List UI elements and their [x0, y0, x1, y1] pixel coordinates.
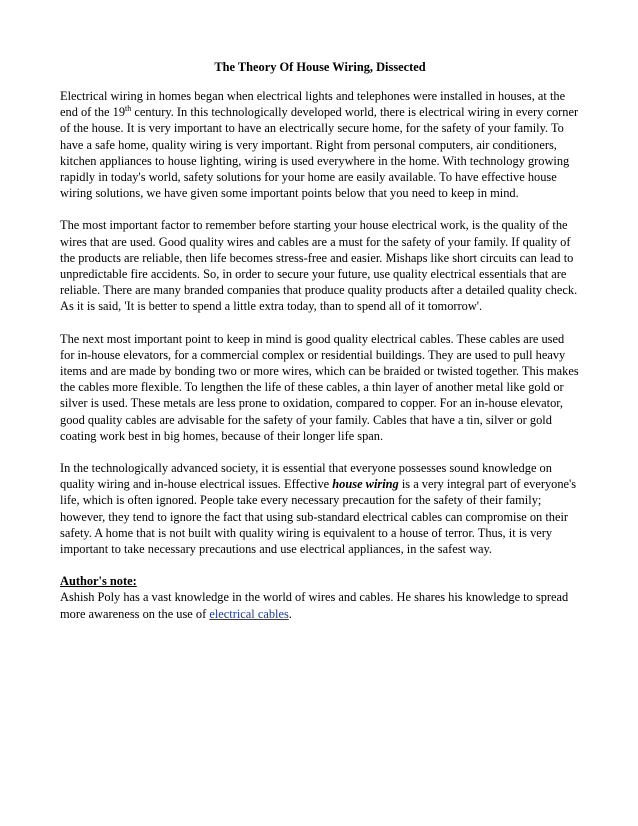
superscript-th: th [125, 104, 132, 114]
document-body [60, 59, 580, 622]
paragraph-electrical-cables: The next most important point to keep in mind is good quality electrical cables. These cables are used for in-house elevators, for a commercial complex or residential buildings. They are used to pull heavy items and are made by bonding two or more wires, which can be braided or twisted together. This makes the cables more flexible. To lengthen the life of these cables, a thin layer of another metal like gold or silver is used. These metals are less prone to oxidation, compared to copper. For an in-house elevator, good quality cables are advisable for the safety of your family. Cables that have a tin, silver or gold coating work best in big homes, because of their longer life span. [60, 331, 579, 443]
author-note-body [60, 589, 580, 621]
author-note-heading: Author's note: [60, 574, 137, 589]
paragraph-safety-text-start: In the technologically advanced society, it is essential that everyone possesses sound knowledge on quality wiring and in-house electrical issues. Effective [60, 461, 552, 492]
author-note-text: Ashish Poly has a vast knowledge in the world of wires and cables. He shares his knowledge to spread more awareness on the use of [60, 590, 569, 621]
emphasis-house-wiring: house wiring [332, 477, 399, 492]
paragraph-safety-text-end: is a very integral part of everyone's life, which is often ignored. People take every necessary precaution for the safety of their family; however, they tend to ignore the fact that using sub-standard electrical cables can compromise on their safety. A home that is not built with quality wiring is equivalent to a house of terror. Thus, it is very important to take necessary precautions and use electrical appliances, in the safest way. [60, 477, 577, 557]
paragraph-wire-quality: The most important factor to remember before starting your house electrical work, is the quality of the wires that are used. Good quality wires and cables are a must for the safety of your family. If quality of the products are reliable, then life becomes stress-free and easier. Mishaps like short circuits can lead to unpredictable fire accidents. So, in order to secure your future, use quality electrical essentials that are reliable. There are many branded companies that produce quality products after a detailed quality check. As it is said, 'It is better to spend a little extra today, than to spend all of it tomorrow'. [60, 218, 578, 314]
paragraph-intro-text-start: Electrical wiring in homes began when electrical lights and telephones were installed in houses, at the end of the 19 [60, 89, 566, 120]
electrical-cables-link[interactable]: electrical cables [209, 606, 289, 621]
document-title: The Theory Of House Wiring, Dissected [214, 60, 426, 74]
author-note-text-end: . [288, 606, 292, 621]
paragraph-intro-text-end: century. In this technologically developed world, there is electrical wiring in every corner of the house. It is very important to have an electrically secure home, for the safety of your family. To have a safe home, quality wiring is very important. Right from personal computers, air conditioners, kitchen appliances to house lighting, wiring is used everywhere in the home. With technology growing rapidly in today's world, safety solutions for your home are easily available. To have effective house wiring solutions, we have given some important points below that you need to keep in mind. [60, 105, 579, 201]
paragraph-safety [60, 460, 580, 557]
paragraph-intro [60, 88, 580, 201]
